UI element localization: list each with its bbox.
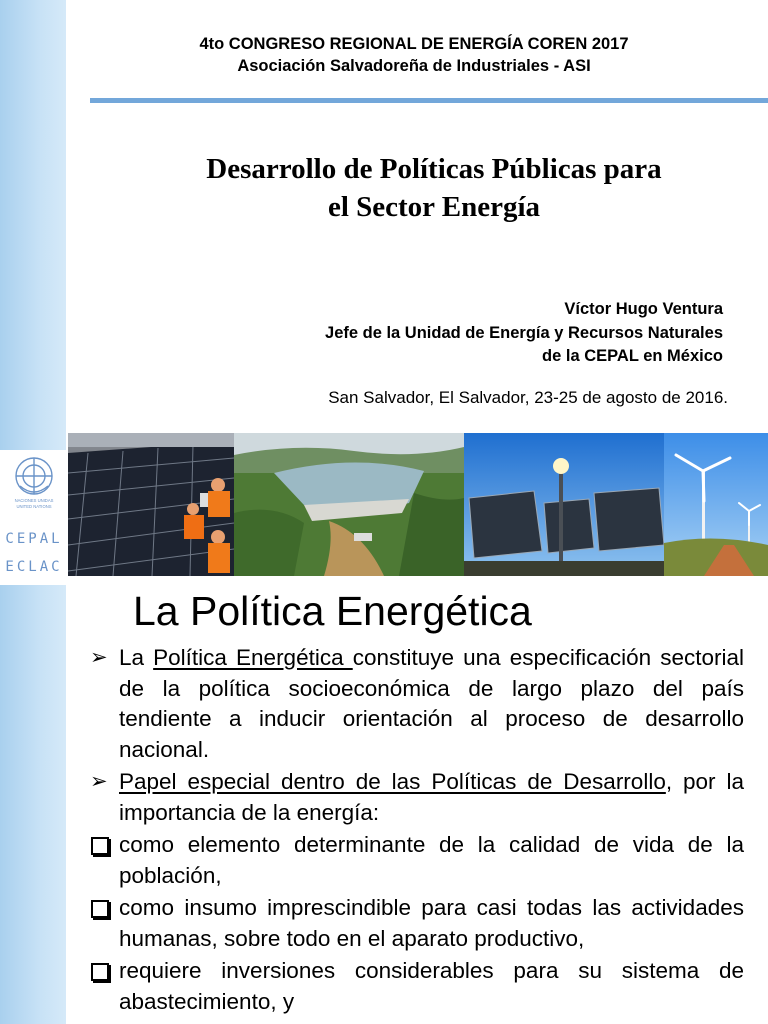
logo-eclac-text: ECLAC [5, 559, 63, 575]
square-bullet-icon [90, 956, 109, 990]
logo-cepal-text: CEPAL [5, 531, 63, 547]
logo-un-line2: UNITED NATIONS [16, 504, 52, 509]
cepal-eclac-logo [0, 450, 68, 585]
section-title: La Política Energética [133, 588, 532, 634]
hydroelectric-dam-photo [234, 433, 464, 576]
solar-panels-streetlight-photo [464, 433, 664, 576]
square-bullet-icon [90, 893, 109, 927]
header-association: Asociación Salvadoreña de Industriales - ASI [237, 57, 591, 75]
place-and-date: San Salvador, El Salvador, 23-25 de agosto de 2016. [328, 388, 728, 407]
wind-turbines-photo [664, 433, 768, 576]
politica-energetica-underlined: Política Energética [153, 645, 353, 670]
square-bullet-icon [90, 830, 109, 864]
item2-text: , por la importancia de la energía: [119, 769, 744, 825]
author-role-line-2: de la CEPAL en México [542, 347, 723, 365]
papel-especial-underlined: Papel especial dentro de las Políticas de Desarrollo [119, 769, 666, 794]
photo-strip [68, 433, 768, 576]
presentation-title [100, 150, 768, 226]
list-item [90, 830, 744, 891]
header-congress-title: 4to CONGRESO REGIONAL DE ENERGÍA COREN 2017 [199, 35, 629, 53]
list-item [90, 643, 744, 765]
logo-un-line1: NACIONES UNIDAS [14, 498, 54, 503]
author-block [325, 298, 723, 369]
header-divider [90, 98, 768, 103]
list-item [90, 767, 744, 828]
list-item [90, 893, 744, 954]
item1-prefix: La [119, 645, 154, 670]
title-line-2: el Sector Energía [327, 191, 541, 223]
bullet3-text: requiere inversiones considerables para su sistema de abastecimiento, y [119, 958, 744, 1014]
author-name: Víctor Hugo Ventura [564, 300, 723, 318]
section-body [90, 643, 744, 1019]
arrow-bullet-icon: ➢ [90, 646, 108, 669]
solar-panels-workers-photo [68, 433, 234, 576]
item1-text: constituye una especificación sectorial de la política socioeconómica de largo plazo del país tendiente a inducir orientación al proceso de desarrollo nacional. [119, 645, 744, 762]
arrow-bullet-icon: ➢ [90, 770, 108, 793]
list-item [90, 956, 744, 1017]
title-line-1: Desarrollo de Políticas Públicas para [206, 153, 662, 185]
author-role-line-1: Jefe de la Unidad de Energía y Recursos Naturales [325, 323, 723, 342]
bullet2-text: como insumo imprescindible para casi todas las actividades humanas, sobre todo en el aparato productivo, [119, 895, 744, 951]
bullet1-text: como elemento determinante de la calidad de vida de la población, [119, 832, 744, 888]
